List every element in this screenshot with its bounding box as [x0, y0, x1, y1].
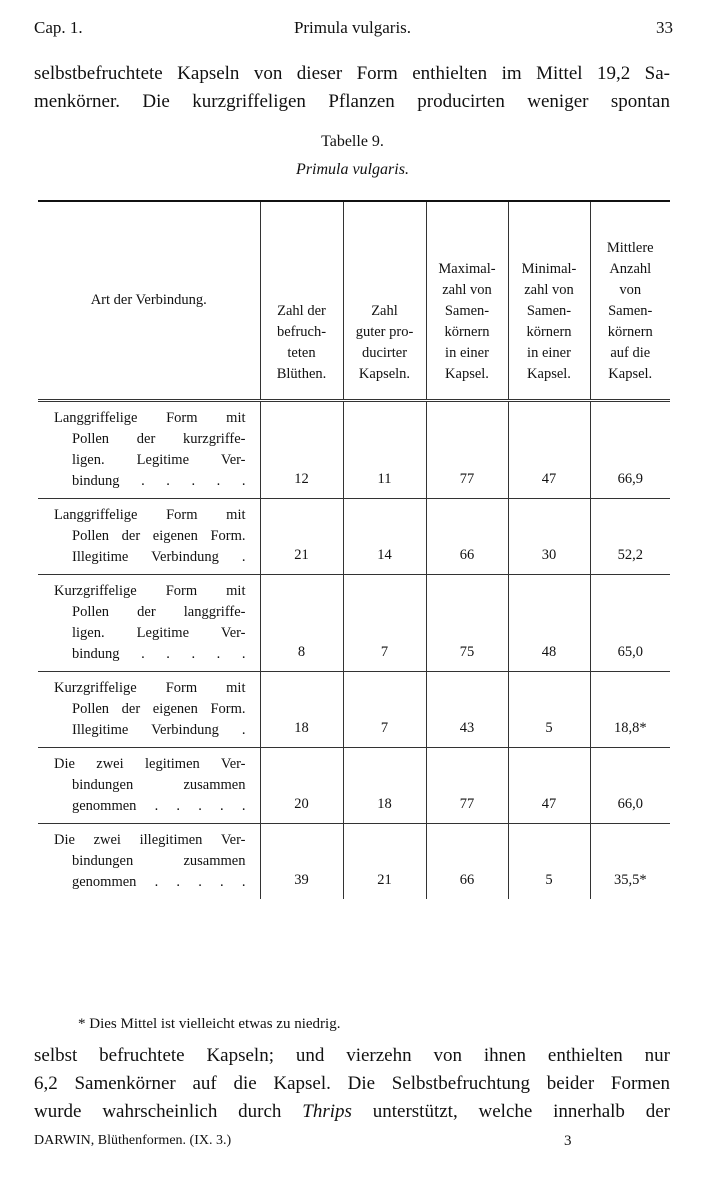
row-label-line: bindungen zusammen — [72, 777, 246, 793]
column-header — [590, 201, 670, 401]
column-header — [260, 201, 343, 401]
table-cell: 77 — [426, 401, 508, 499]
row-label — [38, 499, 260, 575]
row-label-line: genommen . . . . . — [72, 798, 246, 814]
row-label — [38, 401, 260, 499]
table-cell: 30 — [508, 499, 590, 575]
column-header-line: Kapseln. — [358, 366, 411, 382]
table-cell: 20 — [260, 748, 343, 824]
column-header-line: von — [619, 282, 642, 298]
table-caption: Tabelle 9. — [321, 133, 384, 150]
column-header-line: Mittlere — [606, 240, 654, 256]
column-header-line: Kapsel. — [608, 366, 653, 382]
column-header-line: teten — [287, 345, 316, 361]
table-cell: 52,2 — [590, 499, 670, 575]
row-label-line: Die zwei legitimen Ver- — [54, 756, 246, 772]
intro-line: menkörner. Die kurzgriffeligen Pflanzen producirten weniger spontan — [34, 91, 670, 112]
column-header-line: körnern — [526, 324, 572, 340]
row-label-line: Illegitime Verbindung . — [72, 722, 246, 738]
column-header-line: Zahl der — [277, 303, 326, 319]
table-cell: 39 — [260, 824, 343, 900]
column-header-line: in einer — [527, 345, 571, 361]
table-cell: 7 — [343, 672, 426, 748]
row-label — [38, 672, 260, 748]
table-cell: 11 — [343, 401, 426, 499]
table-cell: 5 — [508, 672, 590, 748]
column-header-line: Samen- — [526, 303, 572, 319]
table-footnote: * Dies Mittel ist vielleicht etwas zu niedrig. — [78, 1016, 341, 1032]
row-label — [38, 824, 260, 900]
table-cell: 8 — [260, 575, 343, 672]
row-label-line: ligen. Legitime Ver- — [72, 452, 246, 468]
column-header — [343, 201, 426, 401]
column-header-line: ducirter — [361, 345, 408, 361]
row-label-line: genommen . . . . . — [72, 874, 246, 890]
row-label — [38, 575, 260, 672]
column-header — [508, 201, 590, 401]
column-header-line: befruch- — [276, 324, 327, 340]
column-header-line: Kapsel. — [445, 366, 489, 382]
row-label-line: Pollen der kurzgriffe- — [72, 431, 246, 447]
column-header-line: Samen- — [608, 303, 653, 319]
table-cell: 66,9 — [590, 401, 670, 499]
row-label-line: Pollen der eigenen Form. — [72, 701, 246, 717]
table-cell: 14 — [343, 499, 426, 575]
column-header-line: zahl von — [524, 282, 574, 298]
row-label-line: bindungen zusammen — [72, 853, 246, 869]
row-label-line: Kurzgriffelige Form mit — [54, 583, 246, 599]
table-row — [38, 575, 670, 672]
table-cell: 5 — [508, 824, 590, 900]
column-header-line: auf die — [610, 345, 651, 361]
column-header-line: Zahl — [371, 303, 398, 319]
table-cell: 18 — [343, 748, 426, 824]
running-head-title: Primula vulgaris. — [293, 18, 412, 37]
column-header-line: Blüthen. — [276, 366, 327, 382]
intro-line: selbstbefruchtete Kapseln von dieser Form enthielten im Mittel 19,2 Sa- — [34, 63, 670, 84]
row-label — [38, 748, 260, 824]
footer-imprint: DARWIN, Blüthenformen. (IX. 3.) — [34, 1133, 232, 1148]
table-subtitle: Primula vulgaris. — [296, 161, 409, 178]
running-head-chapter: Cap. 1. — [34, 18, 83, 37]
column-header-line: Maximal- — [438, 261, 496, 277]
outro-line: selbst befruchtete Kapseln; und vierzehn von ihnen enthielten nur — [34, 1045, 670, 1066]
table-cell: 65,0 — [590, 575, 670, 672]
table-row — [38, 672, 670, 748]
table-row — [38, 499, 670, 575]
table-cell: 12 — [260, 401, 343, 499]
column-header-line: Minimal- — [521, 261, 577, 277]
table-cell: 77 — [426, 748, 508, 824]
row-label-line: Langgriffelige Form mit — [54, 507, 246, 523]
table-cell: 7 — [343, 575, 426, 672]
column-header-line: körnern — [607, 324, 653, 340]
intro-paragraph — [34, 60, 670, 116]
column-header-line: Art der Verbindung. — [90, 292, 207, 308]
table-row — [38, 748, 670, 824]
table-cell: 47 — [508, 748, 590, 824]
table-header — [38, 201, 670, 401]
table-cell: 48 — [508, 575, 590, 672]
column-header-line: körnern — [444, 324, 490, 340]
table-cell: 75 — [426, 575, 508, 672]
table-cell: 21 — [260, 499, 343, 575]
outro-line: 6,2 Samenkörner auf die Kapsel. Die Selbstbefruchtung beider Formen — [34, 1073, 670, 1094]
seed-count-table — [38, 200, 670, 899]
table-cell: 35,5* — [590, 824, 670, 900]
table-cell: 66 — [426, 499, 508, 575]
table-row — [38, 824, 670, 900]
table-cell: 66 — [426, 824, 508, 900]
table-cell: 18,8* — [590, 672, 670, 748]
table-cell: 47 — [508, 401, 590, 499]
outro-paragraph — [34, 1042, 670, 1126]
column-header-art — [38, 201, 260, 401]
table-cell: 66,0 — [590, 748, 670, 824]
row-label-line: bindung . . . . . — [72, 473, 246, 489]
column-header-line: zahl von — [442, 282, 492, 298]
row-label-line: Pollen der langgriffe- — [72, 604, 246, 620]
column-header-line: guter pro- — [355, 324, 414, 340]
column-header — [426, 201, 508, 401]
table-cell: 18 — [260, 672, 343, 748]
outro-line: wurde wahrscheinlich durch Thrips unterstützt, welche innerhalb der — [34, 1101, 670, 1122]
row-label-line: Langgriffelige Form mit — [54, 410, 246, 426]
table-row — [38, 401, 670, 499]
row-label-line: bindung . . . . . — [72, 646, 246, 662]
row-label-line: Pollen der eigenen Form. — [72, 528, 246, 544]
row-label-line: ligen. Legitime Ver- — [72, 625, 246, 641]
row-label-line: Die zwei illegitimen Ver- — [54, 832, 246, 848]
page-number: 33 — [656, 18, 673, 37]
column-header-line: Anzahl — [609, 261, 652, 277]
column-header-line: Kapsel. — [527, 366, 571, 382]
signature-mark: 3 — [564, 1133, 572, 1149]
row-label-line: Illegitime Verbindung . — [72, 549, 246, 565]
column-header-line: in einer — [445, 345, 489, 361]
row-label-line: Kurzgriffelige Form mit — [54, 680, 246, 696]
table-cell: 21 — [343, 824, 426, 900]
table-cell: 43 — [426, 672, 508, 748]
column-header-line: Samen- — [444, 303, 490, 319]
table-body — [38, 401, 670, 900]
